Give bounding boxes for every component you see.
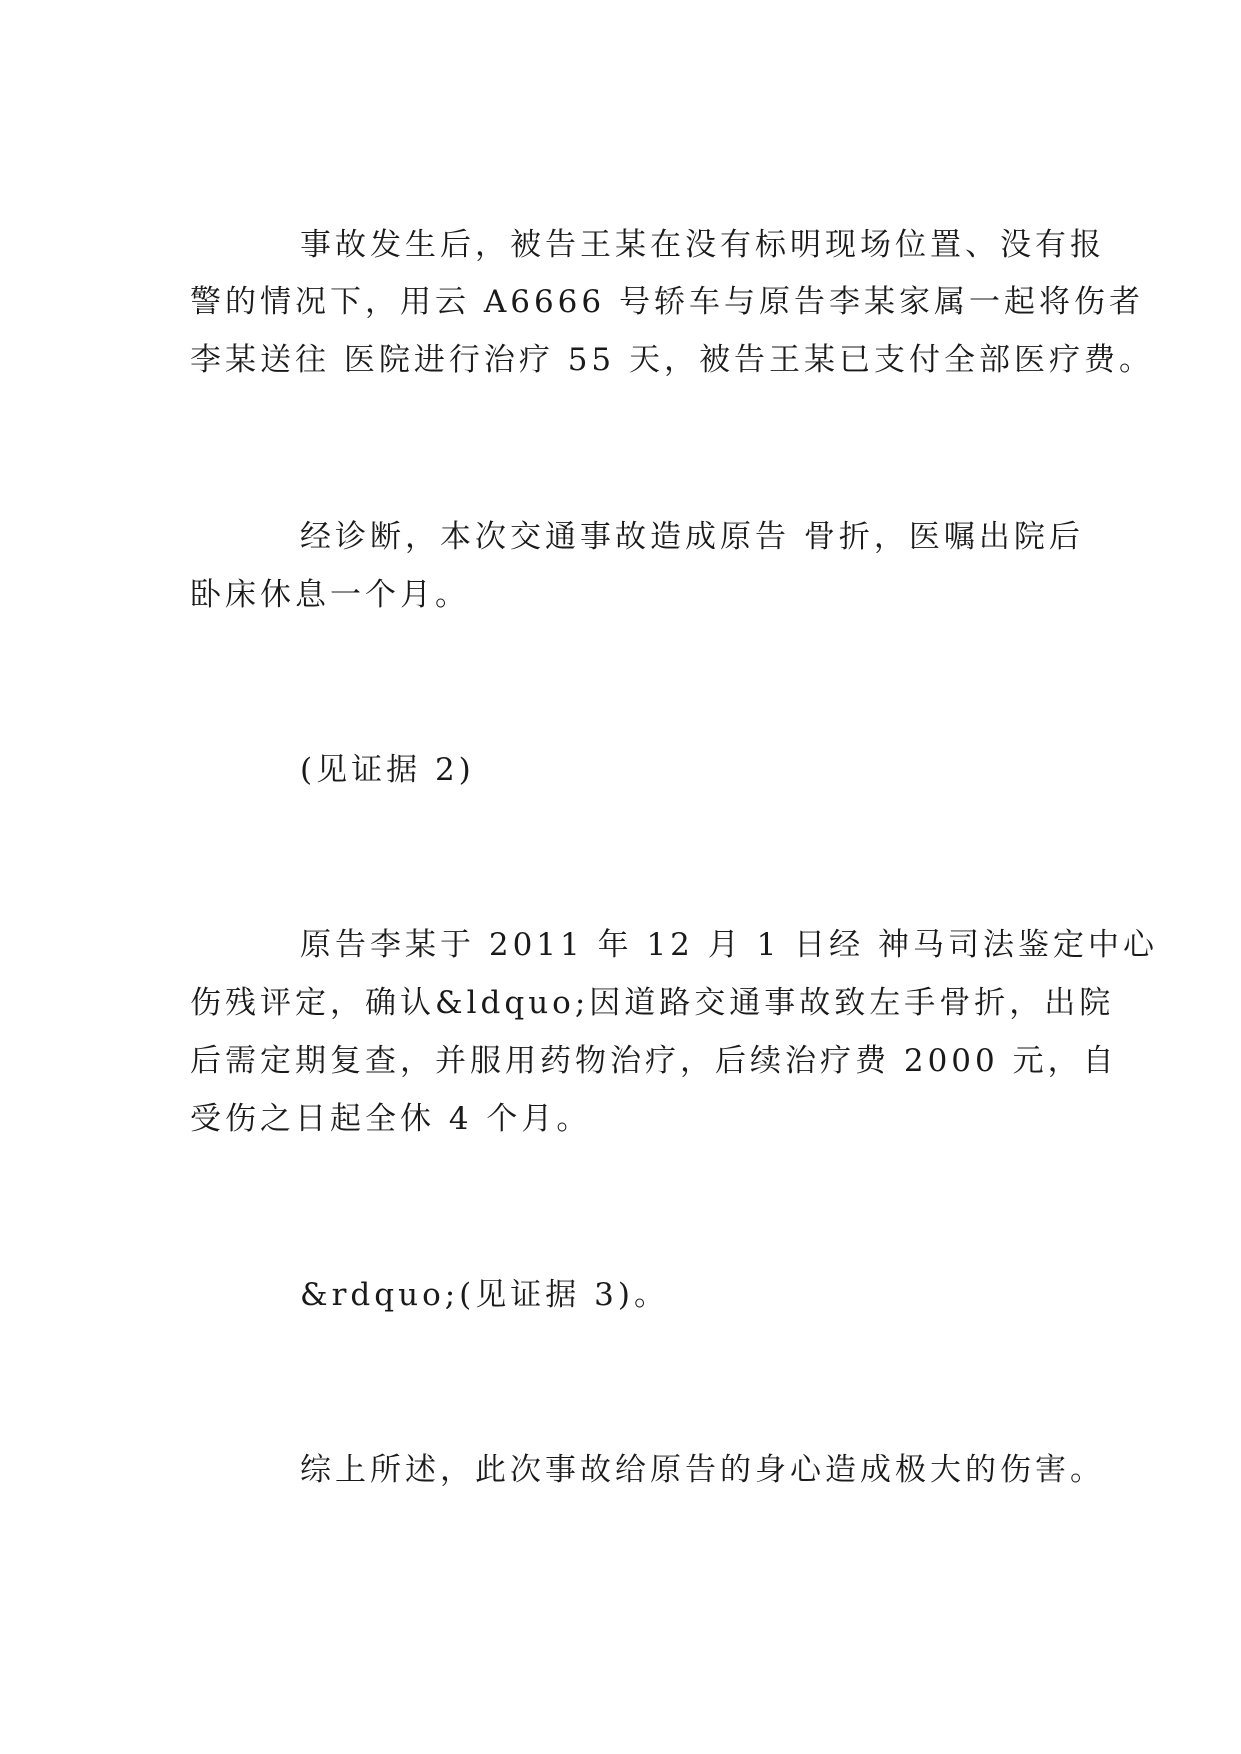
text-line: 原告李某于 2011 年 12 月 1 日经 神马司法鉴定中心: [300, 927, 1159, 963]
text-line: 后需定期复查，并服用药物治疗，后续治疗费 2000 元，自: [190, 1043, 1118, 1079]
text-line: 事故发生后，被告王某在没有标明现场位置、没有报: [300, 227, 1105, 263]
text-line: 李某送往 医院进行治疗 55 天，被告王某已支付全部医疗费。: [190, 342, 1155, 378]
text-line: 伤残评定，确认&ldquo;因道路交通事故致左手骨折，出院: [190, 985, 1115, 1021]
text-line: 警的情况下，用云 A6666 号轿车与原告李某家属一起将伤者: [190, 284, 1144, 320]
text-line: (见证据 2): [300, 752, 475, 788]
text-line: &rdquo;(见证据 3)。: [300, 1277, 669, 1313]
text-line: 综上所述，此次事故给原告的身心造成极大的伤害。: [300, 1452, 1105, 1488]
text-line: 卧床休息一个月。: [190, 577, 470, 613]
text-line: 受伤之日起全休 4 个月。: [190, 1101, 592, 1137]
text-line: 经诊断，本次交通事故造成原告 骨折，医嘱出院后: [300, 519, 1084, 555]
